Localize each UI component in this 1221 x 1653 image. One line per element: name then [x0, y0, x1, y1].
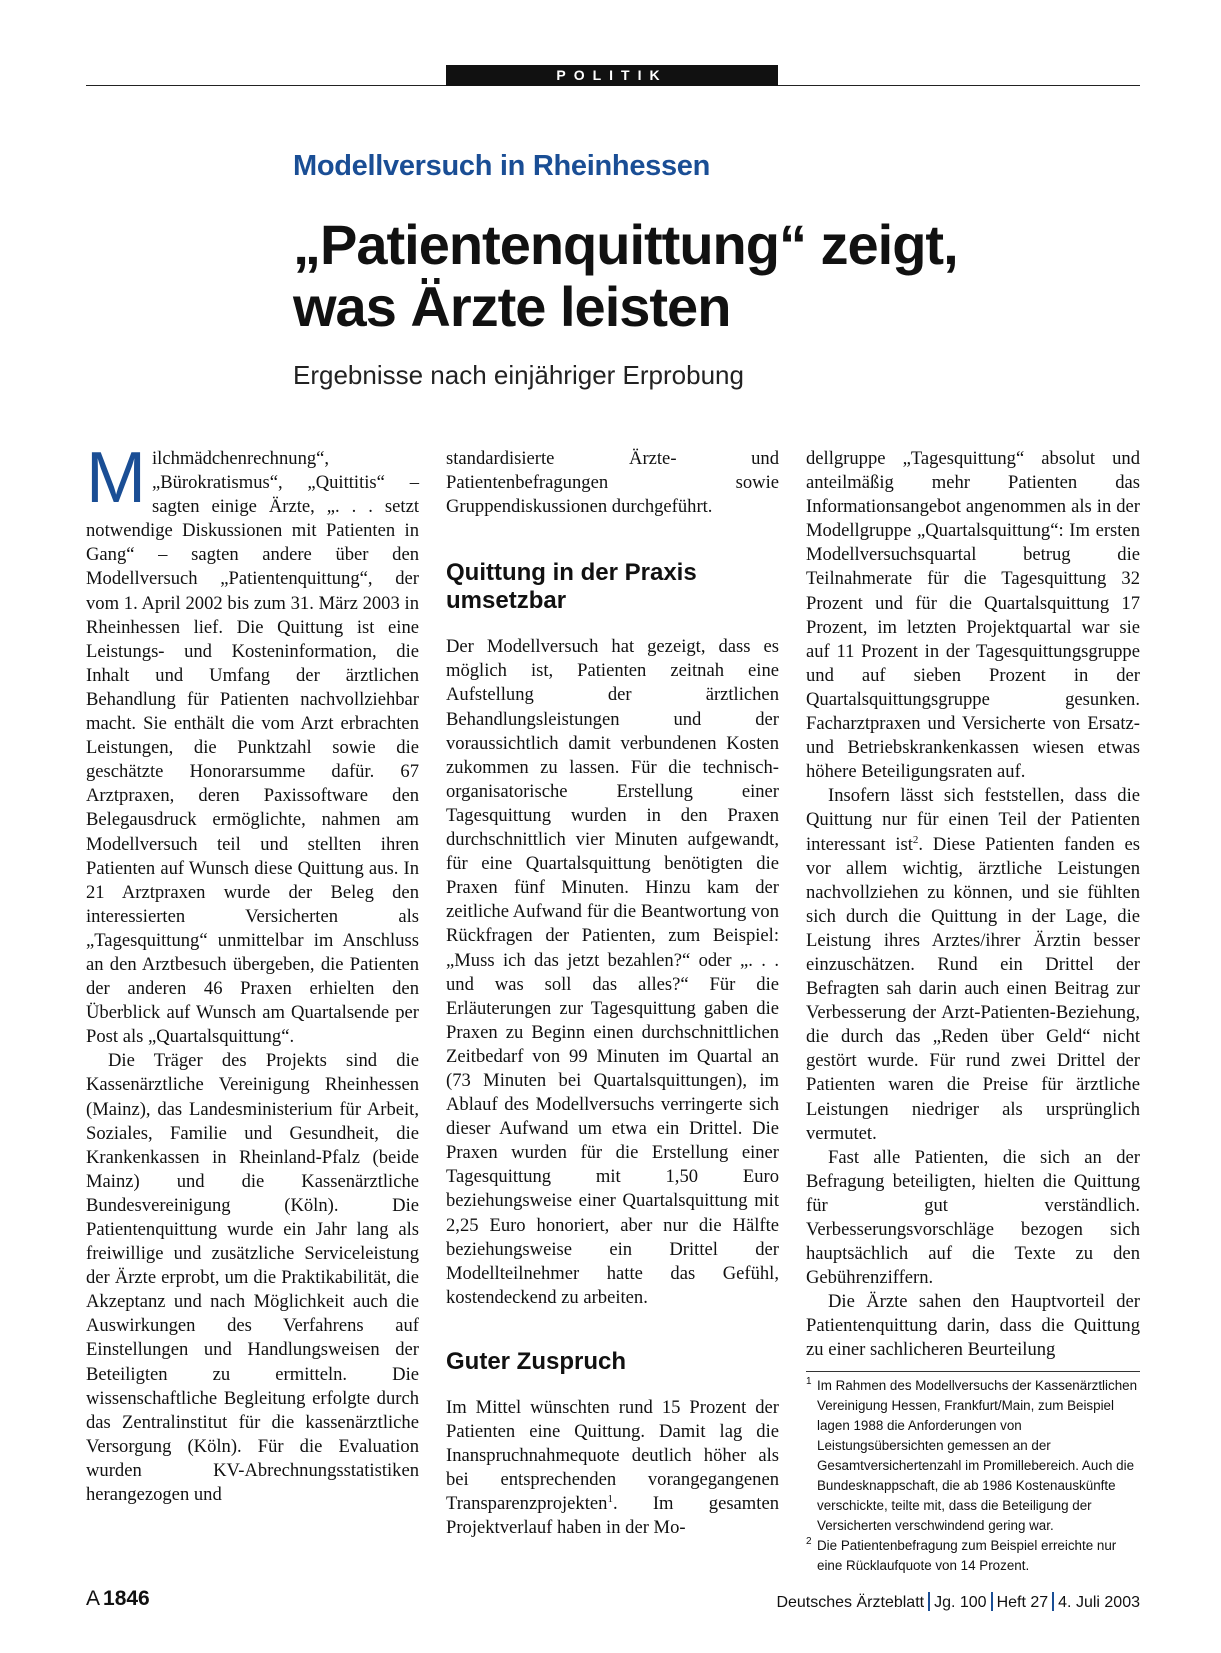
- footer-separator: [928, 1592, 930, 1611]
- footnote-number: 2: [806, 1536, 812, 1547]
- section-heading: Guter Zuspruch: [446, 1347, 627, 1375]
- footnote: [806, 1536, 1140, 1576]
- paragraph-text: . Im gesamten Projektverlauf haben in der Mo-: [446, 1493, 779, 1539]
- text-column-2: [446, 447, 779, 1540]
- footnote-ref: 2: [912, 833, 919, 846]
- footnote-number: 1: [806, 1376, 812, 1387]
- journal-date: 4. Juli 2003: [1058, 1594, 1140, 1611]
- footnote-rule: [806, 1371, 1140, 1372]
- drop-cap: M: [86, 438, 146, 518]
- paragraph: Die Ärzte sahen den Hauptvorteil der Patientenquittung darin, dass die Quittung zu einer sachlicheren Beurteilung: [806, 1291, 1140, 1361]
- article-subhead: Ergebnisse nach einjähriger Erprobung: [293, 360, 744, 390]
- footnotes: [806, 1376, 1140, 1576]
- footer-separator: [1052, 1592, 1054, 1611]
- section-label: POLITIK: [446, 65, 778, 86]
- paragraph: Die Träger des Projekts sind die Kassenärztliche Vereinigung Rheinhessen (Mainz), das Landesministerium für Arbeit, Soziales, Familie und Gesundheit, die Krankenkassen in Rheinland-Pfalz (beide Mainz) und die Kassenärztliche Bundesvereinigung (Köln). Die Patientenquittung wurde ein Jahr lang als freiwillige und zusätzliche Serviceleistung der Ärzte erprobt, um die Praktikabilität, die Akzeptanz und nach Möglichkeit auch die Auswirkungen des Verfahrens auf Einstellungen und Handlungsweisen der Beteiligten zu ermitteln. Die wissenschaftliche Begleitung erfolgte durch das Zentralinstitut für die kassenärztliche Versorgung (Köln). Für die Evaluation wurden KV-Abrechnungsstatistiken herangezogen und: [86, 1050, 419, 1506]
- journal-volume: Jg. 100: [934, 1594, 987, 1611]
- paragraph: [446, 1396, 779, 1541]
- footnote-text: Im Rahmen des Modellversuchs der Kassenärztlichen Vereinigung Hessen, Frankfurt/Main, zum Beispiel lagen 1988 die Anforderungen von Leistungsübersichten gemessen an der Gesamtversichertenzahl im Promillebereich. Auch die Bundesknappschaft, die ab 1986 Kostenauskünfte verschickte, teilte mit, dass die Beteiligung der Versicherten verschwindend gering war.: [817, 1378, 1138, 1533]
- paragraph-text: . Diese Patienten fanden es vor allem wichtig, ärztliche Leistungen nachvollziehen zu können, und sie fühlten sich durch die Quittung in der Lage, die Leistung ihres Arztes/ihrer Ärztin besser einzuschätzen. Rund ein Drittel der Befragten sah darin auch einen Beitrag zur Verbesserung der Arzt-Patienten-Beziehung, die durch das „Reden über Geld“ nicht gestört wurde. Für rund zwei Drittel der Patienten waren die Preise für ärztliche Leistungen niedriger als ursprünglich vermutet.: [806, 833, 1140, 1144]
- journal-footer: [776, 1592, 1140, 1612]
- journal-name: Deutsches Ärzteblatt: [776, 1594, 925, 1611]
- paragraph-text: Insofern lässt sich feststellen, dass die Quittung nur für einen Teil der Patienten interessant ist: [806, 785, 1140, 855]
- page-number: [86, 1587, 150, 1611]
- paragraph-text: Im Mittel wünschten rund 15 Prozent der Patienten eine Quittung. Damit lag die Inanspruchnahmequote deutlich höher als bei entsprechenden vorangegangenen Transparenzprojekten: [446, 1396, 779, 1515]
- paragraph-text: ilchmädchenrechnung“, „Bürokratismus“, „Quittitis“ – sagten einige Ärzte, „. . . setzt notwendige Diskussionen mit Patienten in Gang“ – sagten andere über den Modellversuch „Patientenquittung“, der vom 1. April 2002 bis zum 31. März 2003 in Rheinhessen lief. Die Quittung ist eine Leistungs- und Kosteninformation, die Inhalt und Umfang der ärztlichen Behandlung für Patienten nachvollziehbar macht. Sie enthält die vom Arzt erbrachten Leistungen, die Punktzahl sowie die geschätzte Honorarsumme dafür. 67 Arztpraxen, deren Paxissoftware den Belegausdruck ermöglichte, nahmen am Modellversuch teil und stellten ihren Patienten auf Wunsch diese Quittung aus. In 21 Arztpraxen wurde der Beleg den interessierten Versicherten als „Tagesquittung“ unmittelbar im Anschluss an den Arztbesuch übergeben, die Patienten der anderen 46 Praxen erhielten den Überblick auf Wunsch am Quartalsende per Post als „Quartalsquittung“.: [86, 448, 419, 1048]
- paragraph: [86, 438, 419, 1049]
- paragraph: Fast alle Patienten, die sich an der Befragung beteiligten, hielten die Quittung für gut verständlich. Verbesserungsvorschläge bezogen sich hauptsächlich auf die Texte zu den Gebührenziffern.: [806, 1146, 1140, 1289]
- page-prefix: A: [86, 1587, 101, 1610]
- footnote-ref: 1: [607, 1493, 613, 1506]
- paragraph: dellgruppe „Tagesquittung“ absolut und anteilmäßig mehr Patienten das Informationsangebot angenommen als in der Modellgruppe „Quartalsquittung“: Im ersten Modellversuchsquartal betrug die Teilnahmerate für die Tagesquittung 32 Prozent und für die Quartalsquittung 17 Prozent, im letzten Projektquartal war sie auf 11 Prozent in der Tagesquittungsgruppe und auf sieben Prozent in der Quartalsquittungsgruppe gesunken. Facharztpraxen und Versicherte von Ersatz- und Betriebskrankenkassen wiesen etwas höhere Beteiligungsraten auf.: [806, 448, 1140, 783]
- article-kicker: Modellversuch in Rheinhessen: [293, 150, 711, 182]
- footer-separator: [991, 1592, 993, 1611]
- text-column-3: [806, 447, 1140, 1363]
- text-column-1: [86, 438, 419, 1507]
- paragraph: standardisierte Ärzte- und Patientenbefragungen sowie Gruppendiskussionen durchgeführt.: [446, 448, 779, 518]
- footnote: [806, 1376, 1140, 1536]
- paragraph: [806, 784, 1140, 1145]
- headline-line-2: was Ärzte leisten: [293, 275, 731, 338]
- article-headline: [293, 214, 1093, 338]
- section-heading: Quittung in der Praxis umsetzbar: [446, 559, 697, 615]
- headline-line-1: „Patientenquittung“ zeigt,: [293, 213, 958, 276]
- footnote-text: Die Patientenbefragung zum Beispiel erreichte nur eine Rücklaufquote von 14 Prozent.: [817, 1538, 1117, 1573]
- paragraph: Der Modellversuch hat gezeigt, dass es möglich ist, Patienten zeitnah eine Aufstellung der ärztlichen Behandlungsleistungen und der voraussichtlich damit verbundenen Kosten zukommen zu lassen. Für die technisch-organisatorische Erstellung einer Tagesquittung wurden in den Praxen durchschnittlich vier Minuten aufgewandt, für eine Quartalsquittung benötigten die Praxen fünf Minuten. Hinzu kam der zeitliche Aufwand für die Beantwortung von Rückfragen der Patienten, zum Beispiel: „Muss ich das jetzt bezahlen?“ oder „. . . und was soll das alles?“ Für die Erläuterungen zur Tagesquittung gaben die Praxen zu Beginn einen durchschnittlichen Zeitbedarf von 99 Minuten im Quartal an (73 Minuten bei Quartalsquittungen), im Ablauf des Modellversuchs verringerte sich dieser Aufwand um etwa ein Drittel. Die Praxen wurden für die Erstellung einer Tagesquittung mit 1,50 Euro beziehungsweise einer Quartalsquittung mit 2,25 Euro honoriert, aber nur die Hälfte beziehungsweise ein Drittel der Modellteilnehmer hatte das Gefühl, kostendeckend zu arbeiten.: [446, 636, 779, 1308]
- page-number-value: 1846: [103, 1587, 150, 1610]
- journal-issue: Heft 27: [996, 1594, 1049, 1611]
